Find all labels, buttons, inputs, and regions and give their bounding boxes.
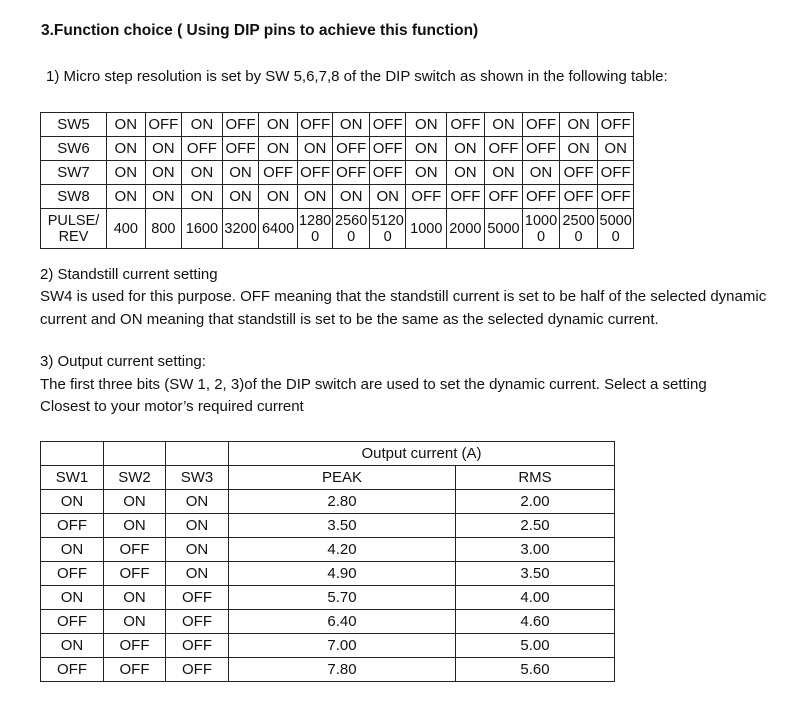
table-cell: 3.50 xyxy=(229,514,456,538)
table-cell: 5.70 xyxy=(229,586,456,610)
row-label: SW5 xyxy=(41,113,107,137)
header-row xyxy=(41,466,615,490)
pulse-label-line1: PULSE/ xyxy=(47,212,100,229)
pulse-value xyxy=(182,209,223,249)
table-cell: OFF xyxy=(484,137,523,161)
standstill-text-line2: current and ON meaning that standstill is set to be the same as the selected dynamic current. xyxy=(40,311,659,328)
pulse-value-line1: 800 xyxy=(151,220,176,237)
table-cell: OFF xyxy=(333,137,370,161)
table-cell: ON xyxy=(166,490,229,514)
table-cell: ON xyxy=(259,137,298,161)
output-current-text-line1: The first three bits (SW 1, 2, 3)of the DIP switch are used to set the dynamic current. Select a setting xyxy=(40,376,707,393)
table-row xyxy=(41,113,634,137)
table-cell: ON xyxy=(484,161,523,185)
pulse-value xyxy=(598,209,634,249)
empty-header-cell xyxy=(41,442,104,466)
table-cell: ON xyxy=(369,185,406,209)
table-cell: ON xyxy=(107,113,146,137)
table-cell: OFF xyxy=(523,185,560,209)
row-label: SW8 xyxy=(41,185,107,209)
column-header: PEAK xyxy=(229,466,456,490)
table-row xyxy=(41,490,615,514)
table-cell: ON xyxy=(259,185,298,209)
pulse-value xyxy=(559,209,598,249)
table-cell: OFF xyxy=(559,185,598,209)
table-cell: 4.60 xyxy=(456,610,615,634)
pulse-value-line1: 2560 xyxy=(335,212,368,229)
column-header: SW1 xyxy=(41,466,104,490)
table-cell: 2.80 xyxy=(229,490,456,514)
table-cell: ON xyxy=(447,161,485,185)
table-cell: 5.00 xyxy=(456,634,615,658)
table-cell: OFF xyxy=(41,658,104,682)
pulse-value-line1: 1000 xyxy=(524,212,558,229)
pulse-value-line2: 0 xyxy=(347,228,356,245)
table-cell: OFF xyxy=(222,137,259,161)
table-row xyxy=(41,137,634,161)
pulse-value-line1: 1280 xyxy=(298,212,332,229)
pulse-value xyxy=(447,209,485,249)
row-label: SW6 xyxy=(41,137,107,161)
output-current-heading: 3) Output current setting: xyxy=(40,353,206,370)
pulse-row xyxy=(41,209,634,249)
table-cell: 5.60 xyxy=(456,658,615,682)
table-cell: OFF xyxy=(484,185,523,209)
empty-header-cell xyxy=(104,442,166,466)
pulse-value xyxy=(259,209,298,249)
table-cell: ON xyxy=(182,161,223,185)
table-cell: 2.00 xyxy=(456,490,615,514)
pulse-value-line1: 3200 xyxy=(224,220,257,237)
table-cell: OFF xyxy=(104,658,166,682)
table-row xyxy=(41,185,634,209)
table-cell: 7.00 xyxy=(229,634,456,658)
pulse-rev-label xyxy=(41,209,107,249)
empty-header-cell xyxy=(166,442,229,466)
table-row xyxy=(41,514,615,538)
table-cell: OFF xyxy=(166,658,229,682)
microstep-intro: 1) Micro step resolution is set by SW 5,6,7,8 of the DIP switch as shown in the following table: xyxy=(46,68,668,85)
table-cell: ON xyxy=(107,161,146,185)
group-header: Output current (A) xyxy=(229,442,615,466)
table-cell: ON xyxy=(145,185,182,209)
column-header: RMS xyxy=(456,466,615,490)
pulse-value-line2: 0 xyxy=(311,228,320,245)
pulse-value-line1: 2000 xyxy=(449,220,482,237)
table-cell: ON xyxy=(104,490,166,514)
pulse-value-line1: 5000 xyxy=(599,212,632,229)
table-cell: OFF xyxy=(104,634,166,658)
table-cell: ON xyxy=(559,113,598,137)
column-header: SW2 xyxy=(104,466,166,490)
table-row xyxy=(41,562,615,586)
table-cell: 4.90 xyxy=(229,562,456,586)
table-cell: ON xyxy=(484,113,523,137)
table-cell: ON xyxy=(104,610,166,634)
table-cell: OFF xyxy=(406,185,447,209)
table-cell: ON xyxy=(41,586,104,610)
pulse-value xyxy=(523,209,560,249)
table-cell: OFF xyxy=(145,113,182,137)
pulse-value-line2: 0 xyxy=(383,228,392,245)
row-label: SW7 xyxy=(41,161,107,185)
table-cell: ON xyxy=(145,161,182,185)
table-cell: ON xyxy=(104,514,166,538)
table-cell: OFF xyxy=(41,562,104,586)
table-cell: ON xyxy=(41,634,104,658)
table-cell: OFF xyxy=(447,185,485,209)
table-cell: OFF xyxy=(559,161,598,185)
table-cell: 3.50 xyxy=(456,562,615,586)
table-cell: ON xyxy=(406,113,447,137)
table-cell: OFF xyxy=(166,610,229,634)
table-cell: OFF xyxy=(182,137,223,161)
standstill-heading: 2) Standstill current setting xyxy=(40,266,218,283)
table-row xyxy=(41,658,615,682)
table-row xyxy=(41,586,615,610)
table-cell: OFF xyxy=(598,113,634,137)
table-cell: ON xyxy=(166,538,229,562)
table-cell: ON xyxy=(406,161,447,185)
table-cell: ON xyxy=(333,113,370,137)
table-cell: OFF xyxy=(166,586,229,610)
table-cell: ON xyxy=(166,562,229,586)
table-cell: ON xyxy=(297,185,333,209)
output-current-text-line2: Closest to your motor’s required current xyxy=(40,398,304,415)
table-cell: OFF xyxy=(259,161,298,185)
table-row xyxy=(41,161,634,185)
output-current-table xyxy=(40,441,615,682)
pulse-value-line1: 2500 xyxy=(562,212,595,229)
table-cell: OFF xyxy=(166,634,229,658)
table-cell: ON xyxy=(107,185,146,209)
table-row xyxy=(41,610,615,634)
table-cell: 4.00 xyxy=(456,586,615,610)
pulse-value-line2: 0 xyxy=(574,228,583,245)
table-cell: OFF xyxy=(369,137,406,161)
pulse-value xyxy=(145,209,182,249)
pulse-value-line1: 1600 xyxy=(185,220,219,237)
table-row xyxy=(41,538,615,562)
table-cell: ON xyxy=(145,137,182,161)
table-cell: OFF xyxy=(523,113,560,137)
column-header: SW3 xyxy=(166,466,229,490)
pulse-value-line1: 5120 xyxy=(371,212,404,229)
table-cell: 7.80 xyxy=(229,658,456,682)
microstep-table xyxy=(40,112,634,249)
table-cell: ON xyxy=(297,137,333,161)
pulse-value-line1: 5000 xyxy=(487,220,520,237)
table-cell: OFF xyxy=(598,161,634,185)
group-header-row xyxy=(41,442,615,466)
pulse-value xyxy=(297,209,333,249)
pulse-value xyxy=(406,209,447,249)
section-title: 3.Function choice ( Using DIP pins to achieve this function) xyxy=(41,22,479,39)
pulse-value xyxy=(369,209,406,249)
standstill-text-line1: SW4 is used for this purpose. OFF meaning that the standstill current is set to be half of the selected dynamic xyxy=(40,288,767,305)
table-cell: ON xyxy=(222,161,259,185)
pulse-value-line1: 1000 xyxy=(410,220,443,237)
table-cell: ON xyxy=(104,586,166,610)
table-cell: OFF xyxy=(369,113,406,137)
table-cell: 2.50 xyxy=(456,514,615,538)
table-cell: ON xyxy=(406,137,447,161)
pulse-value-line2: 0 xyxy=(611,228,620,245)
table-cell: OFF xyxy=(523,137,560,161)
table-cell: 3.00 xyxy=(456,538,615,562)
table-cell: ON xyxy=(41,490,104,514)
table-cell: OFF xyxy=(333,161,370,185)
pulse-label-line2: REV xyxy=(58,228,89,245)
pulse-value xyxy=(222,209,259,249)
table-cell: OFF xyxy=(297,161,333,185)
table-cell: OFF xyxy=(104,562,166,586)
table-cell: OFF xyxy=(41,514,104,538)
table-cell: ON xyxy=(333,185,370,209)
table-cell: ON xyxy=(222,185,259,209)
table-cell: ON xyxy=(559,137,598,161)
table-cell: ON xyxy=(182,185,223,209)
pulse-value-line1: 400 xyxy=(113,220,138,237)
table-cell: ON xyxy=(259,113,298,137)
table-cell: 6.40 xyxy=(229,610,456,634)
table-cell: ON xyxy=(107,137,146,161)
table-row xyxy=(41,634,615,658)
pulse-value xyxy=(333,209,370,249)
table-cell: OFF xyxy=(447,113,485,137)
table-cell: ON xyxy=(182,113,223,137)
table-cell: OFF xyxy=(598,185,634,209)
table-cell: ON xyxy=(447,137,485,161)
table-cell: 4.20 xyxy=(229,538,456,562)
pulse-value xyxy=(107,209,146,249)
table-cell: OFF xyxy=(297,113,333,137)
pulse-value xyxy=(484,209,523,249)
table-cell: OFF xyxy=(41,610,104,634)
table-cell: OFF xyxy=(222,113,259,137)
table-cell: ON xyxy=(166,514,229,538)
table-cell: ON xyxy=(598,137,634,161)
table-cell: OFF xyxy=(104,538,166,562)
table-cell: OFF xyxy=(369,161,406,185)
table-cell: ON xyxy=(41,538,104,562)
table-cell: ON xyxy=(523,161,560,185)
pulse-value-line1: 6400 xyxy=(261,220,295,237)
pulse-value-line2: 0 xyxy=(536,228,546,245)
